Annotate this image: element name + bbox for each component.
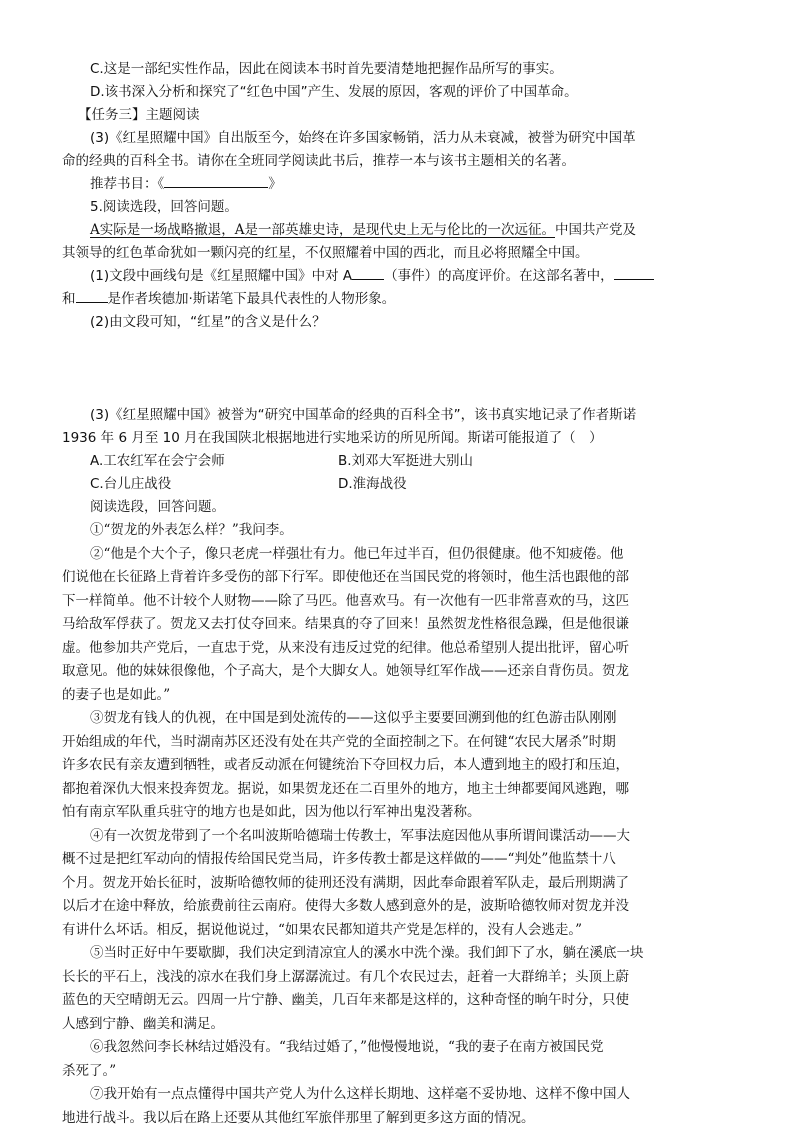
option-b[interactable]: B.刘邓大军挺进大别山 (338, 450, 586, 473)
option-d[interactable]: D.淮海战役 (338, 473, 586, 496)
options-row-1 (62, 450, 736, 473)
para-4-line: 概不过是把红军动向的情报传给国民党当局，许多传教士都是这样做的——“判处”他监禁十八 (62, 848, 736, 872)
document-page (62, 58, 736, 1130)
q5-sub1-text-c: 是作者埃德加·斯诺笔下最具代表性的人物形象。 (108, 291, 396, 307)
para-2-line: 取意见。他的妹妹很像他，个子高大，是个大脚女人。她领导红军作战——还亲自背伤员。贺龙 (62, 660, 736, 684)
option-a[interactable]: A.工农红军在会宁会师 (90, 450, 338, 473)
para-1-line: ①“贺龙的外表怎么样？”我问李。 (62, 519, 736, 543)
para-5-line: 蓝色的天空晴朗无云。四周一片宁静、幽美，几百年来都是这样的，这种奇怪的晌午时分，只使 (62, 989, 736, 1013)
recommend-line (62, 173, 736, 196)
q5-sub2: (2)由文段可知，“红星”的含义是什么？ (62, 311, 736, 334)
task3-question-line2: 命的经典的百科全书。请你在全班同学阅读此书后，推荐一本与该书主题相关的名著。 (62, 150, 736, 173)
person-blank-1[interactable] (614, 265, 654, 280)
answer-space[interactable] (62, 334, 736, 404)
para-2-line: 们说他在长征路上背着许多受伤的部下行军。即使他还在当国民党的将领时，他生活也跟他的部 (62, 566, 736, 590)
para-2-line: 虚。他参加共产党后，一直忠于党，从来没有违反过党的纪律。他总希望别人提出批评，留心听 (62, 637, 736, 661)
para-2-line: 下一样简单。他不计较个人财物——除了马匹。他喜欢马。有一次他有一匹非常喜欢的马，这匹 (62, 590, 736, 614)
options-row-2 (62, 473, 736, 496)
task3-header: 【任务三】主题阅读 (62, 104, 736, 127)
para-4-line: 以后才在途中释放，给旅费前往云南府。使得大多数人感到意外的是，波斯哈德牧师对贺龙并没 (62, 895, 736, 919)
option-c[interactable]: C.台儿庄战役 (90, 473, 338, 496)
para-4-line: ④有一次贺龙带到了一个名叫波斯哈德瑞士传教士，军事法庭因他从事所谓间谍活动——大 (62, 825, 736, 849)
q5-sub3-line2: 1936 年 6 月至 10 月在我国陕北根据地进行实地采访的所见所闻。斯诺可能报道了（ ） (62, 427, 736, 450)
q5-passage-line2 (62, 242, 736, 265)
q5-passage-line1 (62, 219, 736, 242)
task3-question-line1: (3)《红星照耀中国》自出版至今，始终在许多国家畅销，活力从未衰减，被誉为研究中国革 (62, 127, 736, 150)
q5-sub1-text-a: (1)文段中画线句是《红星照耀中国》中对 A (90, 268, 352, 284)
para-4-line: 个月。贺龙开始长征时，波斯哈德牧师的徒刑还没有满期，因此奉命跟着军队走，最后刑期满了 (62, 872, 736, 896)
task2-option-c: C.这是一部纪实性作品，因此在阅读本书时首先要清楚地把握作品所写的事实。 (62, 58, 736, 81)
para-7-line: 地进行战斗。我以后在路上还要从其他红军旅伴那里了解到更多这方面的情况。 (62, 1107, 736, 1130)
q6-passage (62, 519, 736, 1130)
q5-passage-rest: 中国共产党及 (555, 222, 636, 238)
para-5-line: ⑤当时正好中午要歇脚，我们决定到清凉宜人的溪水中洗个澡。我们卸下了水，躺在溪底一块 (62, 942, 736, 966)
para-3-line: ③贺龙有钱人的仇视，在中国是到处流传的——这似乎主要要回溯到他的红色游击队刚刚 (62, 707, 736, 731)
para-3-line: 怕有南京军队重兵驻守的地方也是如此，因为他以行军神出鬼没著称。 (62, 801, 736, 825)
q5-underlined-sentence: A实际是一场战略撤退，A是一部英雄史诗，是现代史上无与伦比的一次远征。 (90, 222, 555, 238)
recommend-label: 推荐书目：《 (90, 176, 164, 192)
q5-sub3-line1: (3)《红星照耀中国》被誉为“研究中国革命的经典的百科全书”，该书真实地记录了作者斯诺 (62, 404, 736, 427)
q5-sub1-and: 和 (62, 291, 76, 307)
para-6-line: 杀死了。” (62, 1060, 736, 1084)
para-2-line: ②“他是个大个子，像只老虎一样强壮有力。他已年过半百，但仍很健康。他不知疲倦。他 (62, 543, 736, 567)
recommend-blank[interactable] (164, 173, 268, 188)
para-5-line: 人感到宁静、幽美和满足。 (62, 1013, 736, 1037)
para-6-line: ⑥我忽然问李长林结过婚没有。“我结过婚了，”他慢慢地说，“我的妻子在南方被国民党 (62, 1036, 736, 1060)
recommend-close: 》 (268, 176, 282, 192)
para-3-line: 开始组成的年代，当时湖南苏区还没有处在共产党的全面控制之下。在何键“农民大屠杀”时期 (62, 731, 736, 755)
para-3-line: 许多农民有亲友遭到牺牲，或者反动派在何键统治下夺回权力后，本人遭到地主的殴打和压迫， (62, 754, 736, 778)
task2-option-d: D.该书深入分析和探究了“红色中国”产生、发展的原因，客观的评价了中国革命。 (62, 81, 736, 104)
para-2-line: 马给敌军俘获了。贺龙又去打仗夺回来。结果真的夺了回来！虽然贺龙性格很急躁，但是他很谦 (62, 613, 736, 637)
para-3-line: 都抱着深仇大恨来投奔贺龙。据说，如果贺龙还在二百里外的地方，地主士绅都要闻风逃跑，哪 (62, 778, 736, 802)
q5-sub1-line1 (62, 265, 736, 288)
q5-passage-line2-text: 其领导的红色革命犹如一颗闪亮的红星，不仅照耀着中国的西北，而且必将照耀全中国。 (62, 245, 589, 261)
para-2-line: 的妻子也是如此。” (62, 684, 736, 708)
q5-sub1-line2 (62, 288, 736, 311)
para-5-line: 长长的平石上，浅浅的凉水在我们身上潺潺流过。有几个农民过去，赶着一大群绵羊；头顶上蔚 (62, 966, 736, 990)
q5-title: 5.阅读选段，回答问题。 (62, 196, 736, 219)
person-blank-2[interactable] (76, 288, 108, 303)
q6-title: 阅读选段，回答问题。 (62, 496, 736, 519)
para-7-line: ⑦我开始有一点点懂得中国共产党人为什么这样长期地、这样毫不妥协地、这样不像中国人 (62, 1083, 736, 1107)
q5-sub1-text-b: （事件）的高度评价。在这部名著中， (384, 268, 614, 284)
para-4-line: 有讲什么坏话。相反，据说他说过，“如果农民都知道共产党是怎样的，没有人会逃走。” (62, 919, 736, 943)
event-blank[interactable] (352, 265, 384, 280)
